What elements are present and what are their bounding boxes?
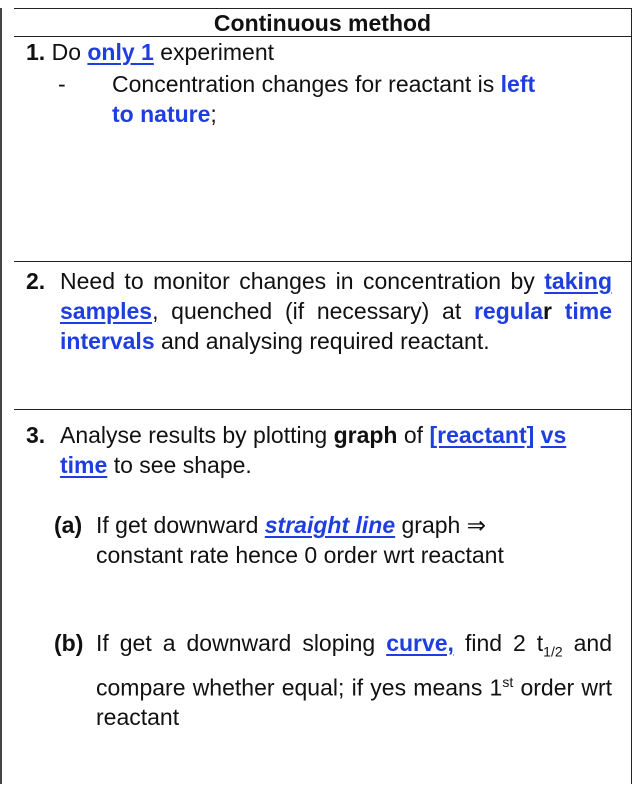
point-2: Need to monitor changes in concentration by taking samples, quenched (if necessary) at regular time intervals and analysing required reactant. <box>60 268 612 354</box>
point-3: Analyse results by plotting graph of [reactant] vs time to see shape. <box>60 422 567 478</box>
table-row-1 <box>14 37 631 262</box>
bullet-dash: - <box>58 71 66 97</box>
point-1-detail: Concentration changes for reactant is left to nature; <box>112 71 536 127</box>
vs-time-text: vs time <box>60 422 567 478</box>
sub-a-label: (a) <box>54 512 83 538</box>
left-border <box>0 8 2 784</box>
table-row-2 <box>14 262 631 410</box>
sub-b-label: (b) <box>54 630 84 656</box>
straight-line-text: straight line <box>264 512 396 538</box>
header-title: Continuous method <box>213 10 432 36</box>
curve-text: curve, <box>386 630 454 656</box>
table-header <box>14 9 631 37</box>
reactant-text: [reactant] <box>429 422 535 448</box>
sub-point-b: If get a downward sloping curve, find 2 $t_{1/2}$ and compare whether equal; if yes means 1st order wrt reactant <box>96 630 613 731</box>
method-table <box>14 8 632 784</box>
point-3-number: 3. <box>26 422 46 448</box>
only-1-text: only 1 <box>87 39 154 65</box>
taking-samples-text: taking samples <box>60 268 612 324</box>
table-row-3 <box>14 410 631 785</box>
point-2-number: 2. <box>26 268 46 294</box>
sub-point-a: If get downward straight line graph ⇒ constant rate hence 0 order wrt reactant <box>96 512 504 568</box>
point-1: 1. Do only 1 experiment <box>26 39 275 65</box>
